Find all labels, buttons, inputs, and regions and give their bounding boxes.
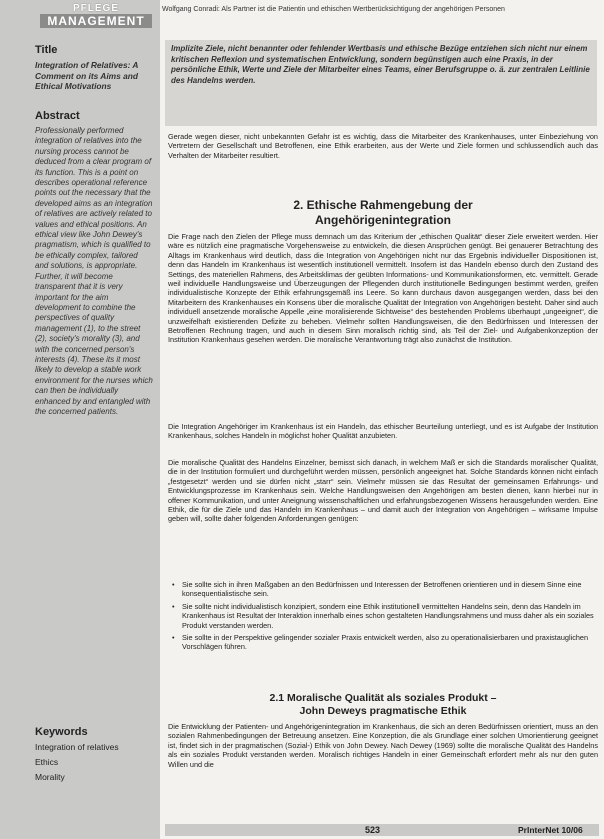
section-2-paragraph-3: Die moralische Qualität des Handelns Einzelner, bemisst sich danach, in welchem Maß er sich die Standards moralischer Qualität, die in der Institution formuliert und durchgeführt werden müssen, persönlich angeeignet hat. Solche Standards können nicht einfach „festgesetzt“ werden und sie dürfen nicht „starr“ sein. Vielmehr müssen sie das Resultat der gemeinsamen Erfahrungs- und Entwicklungsprozesse im Krankenhaus sein. Welche Handlungsweisen den Angehörigen am besten dienen, kann hierbei nur in offener Kommunikation, und unter Aneignung wissenschaftlichen und erfahrungsbezogenen Wissens herausgefunden werden. Eine Ethik, die für die Ziele und das Handeln im Krankenhaus – und damit auch der Integration von Angehörigen – wirksame Impulse geben will, sollte daher folgenden Anforderungen genügen: [168,458,598,524]
title-heading: Title [35,44,58,56]
intro-paragraph: Gerade wegen dieser, nicht unbekannten Gefahr ist es wichtig, dass die Mitarbeiter des Krankenhauses, unter Einbeziehung von Vertretern der Gesellschaft und Betroffenen, eine Ethik erarbeiten, aus der Werte und Ziele formen und schlussendlich auch das Verhalten der Mitarbeiter resultiert. [168,132,598,160]
sidebar [0,0,160,839]
running-head: Wolfgang Conradi: Als Partner ist die Patientin und ethischen Wertberücksichtigung der angehörigen Personen [162,6,505,13]
logo-top-text: PFLEGE [72,3,119,14]
section-2-paragraph-1: Die Frage nach den Zielen der Pflege muss demnach um das Kriterium der „ethischen Qualität“ dieser Ziele erweitert werden. Hier wäre es nützlich eine pragmatische Vorgehensweise zu entwickeln, die diesen Ansprüchen genügt. Bei genauerer Betrachtung des Alltags im Krankenhaus wird deutlich, dass die Integration von Angehörigen nicht nur das Ergebnis individueller Dispositionen ist, denn das Handeln im Krankenhaus ist wesentlich institutionell vermittelt. Insofern ist das Handeln ebenso durch den Zustand des Settings, des materiellen Rahmens, des Arbeitsklimas der geübten Informations- und Kommunikationsformen, etc. vermittelt. Gerade weil individuelle Handlungsweise und Überzeugungen der Pflegenden durch institutionelle Bedingungen bestimmt werden, greifen individualistische Konzepte der Ethik erfahrungsgemäß ins Leere. So kann durchaus davon ausgegangen werden, dass bei den Mitarbeitern des Krankenhauses ein Konsens über die moralische Qualität der Integration von Angehörigen besteht. Daher sind auch individuell ansetzende moralische Appelle „eine moralisierende Sichtweise“ des bestehenden Problems überhaupt „ungeeignet“, die unzweifelhaft existierenden Defizite zu beheben. Vielmehr sollten Handlungsweisen, die den Bedürfnissen und Interessen der Betroffenen Rechnung tragen, und auch in diesem Sinn moralisch richtig sind, als Teil der Ziel- und Aufgabenkonzeption der Institution Krankenhaus gesehen werden. Die moralische Verantwortung trägt also zunächst die Institution. [168,232,598,345]
journal-logo [40,4,152,34]
logo-bottom-text: MANAGEMENT [40,14,152,28]
section-2-title-line-1: 2. Ethische Rahmengebung der [293,198,473,212]
section-2-title-line-2: Angehörigenintegration [315,213,451,227]
keywords-heading: Keywords [35,726,88,738]
list-item: • Sie sollte nicht individualistisch konzipiert, sondern eine Ethik institutionell vermittelten Handelns sein, denn das Handeln im Krankenhaus ist Resultat der Interaktion innerhalb eines schon gestalteten Handlungsrahmens und muss daher als ein soziales Produkt verstanden werden. [182,602,598,630]
keyword-item: Integration of relatives [35,742,119,752]
section-2-1-title-line-1: 2.1 Moralische Qualität als soziales Produkt – [269,692,497,704]
abstract-heading: Abstract [35,110,80,122]
english-title: Integration of Relatives: A Comment on its Aims and Ethical Motivations [35,60,139,92]
section-2-1-paragraph-1: Die Entwicklung der Patienten- und Angehörigenintegration im Krankenhaus, die sich an deren Bedürfnissen orientiert, muss an den sozialen Rahmenbedingungen der Betreuung ansetzen. Eine Konzeption, die als Grundlage einer solchen Umorientierung geeignet ist, findet sich in der pragmatischen (Sozial-) Ethik von John Dewey. Nach Dewey (1969) sollte die moralische Qualität des Handelns als ein soziales Produkt verstanden werden. Moralisch richtiges Handeln in einer Gemeinschaft erfordert mehr als nur den guten Willen und die [168,722,598,769]
keyword-item: Morality [35,772,65,782]
section-2-paragraph-2: Die Integration Angehöriger im Krankenhaus ist ein Handeln, das ethischer Beurteilung unterliegt, und es ist Aufgabe der Institution Krankenhaus, solches Handeln in möglichst hoher Qualität anzubieten. [168,422,598,441]
section-2-1-title-line-2: John Deweys pragmatische Ethik [299,705,467,717]
list-item: • Sie sollte sich in ihren Maßgaben an den Bedürfnissen und Interessen der Betroffenen orientieren und in diesem Sinne eine konsequentialistische sein. [182,580,598,599]
summary-box: Implizite Ziele, nicht benannter oder fehlender Wertbasis und ethische Bezüge entziehen sich nicht nur einem kritischen Reflexion und systematischen Entwicklung, sondern begünstigen auch eine Praxis, in der persönliche Ethik, Werte und Ziele der Mitarbeiter eines Teams, einer Berufsgruppe o. ä. zur zentralen Leitlinie des Handelns werden. [165,40,597,126]
list-item: • Sie sollte in der Perspektive gelingender sozialer Praxis entwickelt werden, also zu operationalisierbaren und praxistauglichen Vorschlägen führen. [182,633,598,652]
page-number: 523 [365,825,381,835]
journal-issue: PrInterNet 10/06 [518,825,583,835]
requirements-list [168,580,598,655]
abstract-text: Professionally performed integration of relatives into the nursing process cannot be deduced from a clear program of its function. This is a point on describes operational reference points out the necessary that the developed aims as an integration of relatives are actively related to values and ethical positions. An ethical view like John Dewey's pragmatism, which is qualified to be ethically complex, tailored and solutions, is appropriate. Further, it will become transparent that it is very important for the aim development to combine the perspectives of quality management (1), to the street (2), society's morality (3), and with the concerned person's interests (4). These its it most likely to develop a stable work environment for the nurses which can then be individually enhanced by and entangled with the concerned patients. [35,126,153,416]
keywords-list [35,740,155,785]
keyword-item: Ethics [35,757,59,767]
